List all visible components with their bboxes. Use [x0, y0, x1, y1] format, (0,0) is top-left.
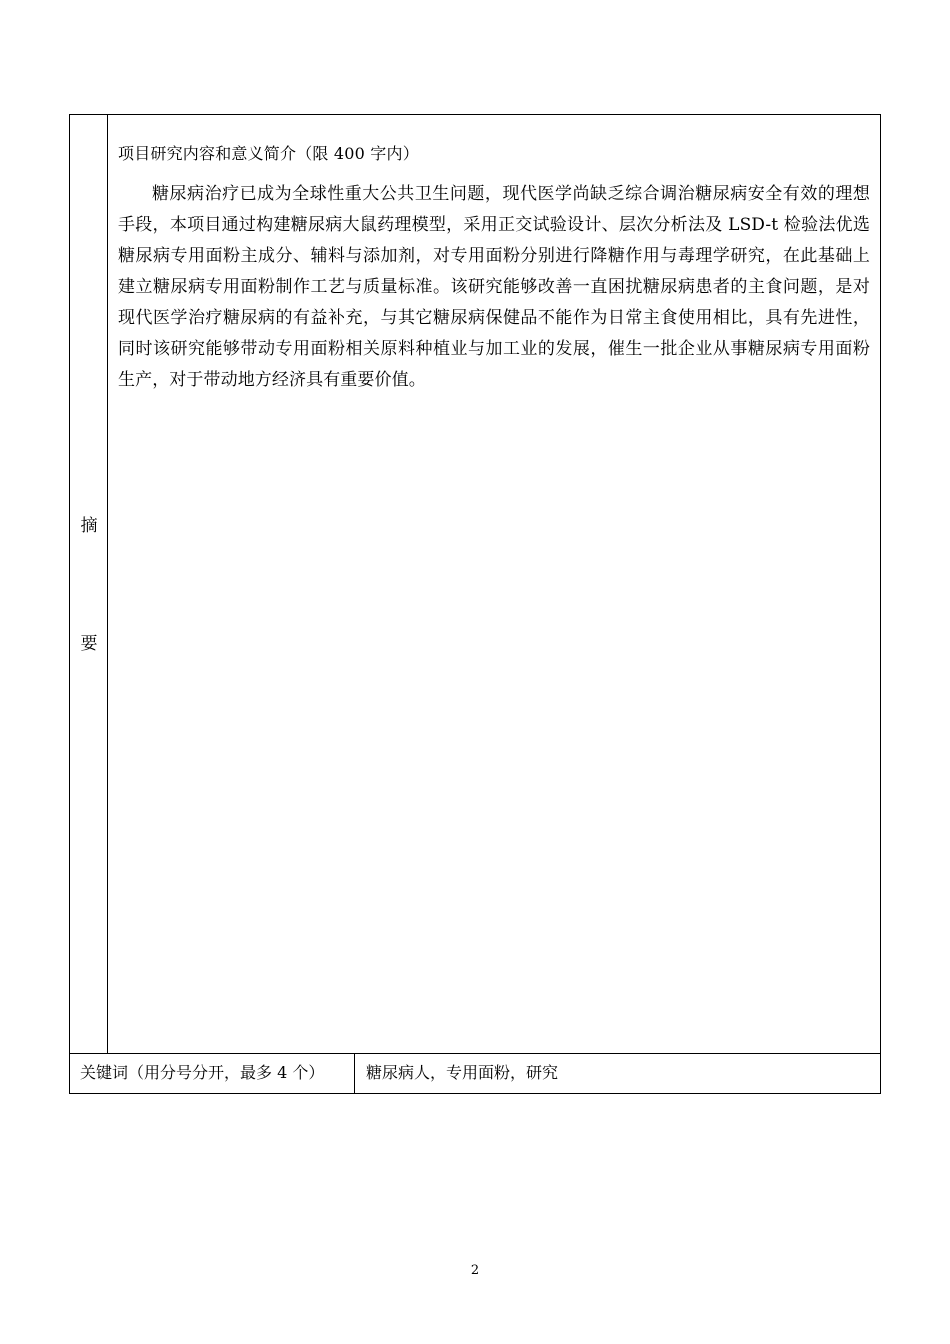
abstract-content-cell	[108, 115, 880, 1053]
keywords-row	[70, 1053, 880, 1093]
abstract-label-char-1: 摘	[80, 516, 98, 536]
abstract-label-char-2: 要	[80, 634, 98, 654]
form-table	[69, 114, 881, 1094]
page-number: 2	[470, 1263, 480, 1278]
abstract-heading: 项目研究内容和意义简介（限 400 字内）	[118, 144, 419, 163]
keywords-label: 关键词（用分号分开，最多 4 个）	[70, 1054, 355, 1093]
abstract-label-cell	[70, 115, 108, 1053]
abstract-body-text: 糖尿病治疗已成为全球性重大公共卫生问题，现代医学尚缺乏综合调治糖尿病安全有效的理想手段，本项目通过构建糖尿病大鼠药理模型，采用正交试验设计、层次分析法及 LSD-t 检验法优选糖尿病专用面粉主成分、辅料与添加剂，对专用面粉分别进行降糖作用与毒理学研究，在此基础上建立糖尿病专用面粉制作工艺与质量标准。该研究能够改善一直困扰糖尿病患者的主食问题，是对现代医学治疗糖尿病的有益补充，与其它糖尿病保健品不能作为日常主食使用相比，具有先进性，同时该研究能够带动专用面粉相关原料种植业与加工业的发展，催生一批企业从事糖尿病专用面粉生产，对于带动地方经济具有重要价值。	[118, 184, 870, 390]
keywords-value: 糖尿病人，专用面粉，研究	[366, 1063, 559, 1082]
